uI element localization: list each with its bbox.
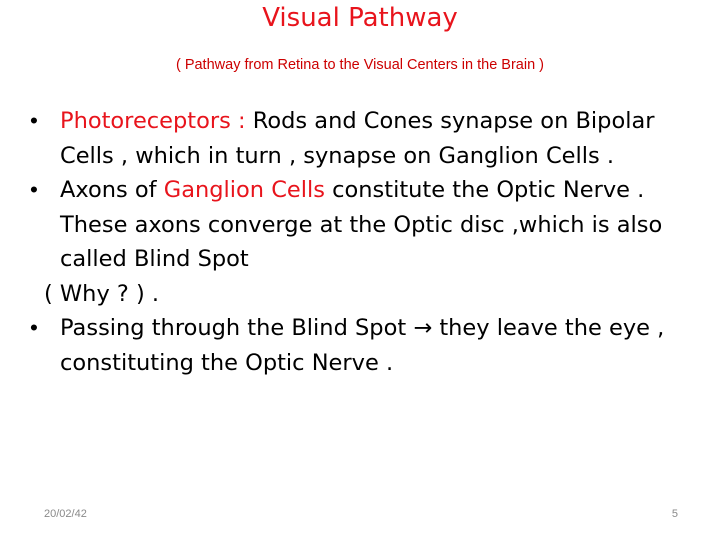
bullet-text-after: they leave the eye , constituting the Optic Nerve . bbox=[60, 315, 665, 376]
term-ganglion-cells: Ganglion Cells bbox=[163, 177, 325, 203]
slide-subtitle: ( Pathway from Retina to the Visual Centers in the Brain ) bbox=[175, 57, 545, 73]
bullet-text: constitute the Optic Nerve . These axons converge at the Optic disc ,which is also called Blind Spot bbox=[60, 177, 663, 272]
term-photoreceptors: Photoreceptors : bbox=[60, 108, 246, 134]
bullet-icon: • bbox=[30, 177, 38, 202]
bullet-icon: • bbox=[30, 315, 38, 340]
slide-title: Visual Pathway bbox=[262, 3, 458, 33]
arrow-right-icon: → bbox=[413, 315, 433, 341]
page-number: 5 bbox=[671, 508, 678, 520]
slide-body bbox=[30, 104, 710, 380]
footer-date: 20/02/42 bbox=[44, 508, 87, 520]
bullet-text: Rods and Cones synapse on Bipolar Cells , which in turn , synapse on Ganglion Cells . bbox=[60, 108, 655, 169]
bullet-prefix: Axons of bbox=[60, 177, 164, 203]
bullet-item-photoreceptors bbox=[30, 104, 710, 173]
bullet-item-passing bbox=[30, 311, 710, 380]
question-line: ( Why ? ) . bbox=[44, 280, 160, 307]
bullet-icon: • bbox=[30, 108, 38, 133]
bullet-text-before: Passing through the Blind Spot bbox=[60, 315, 414, 341]
bullet-item-axons bbox=[30, 173, 710, 277]
